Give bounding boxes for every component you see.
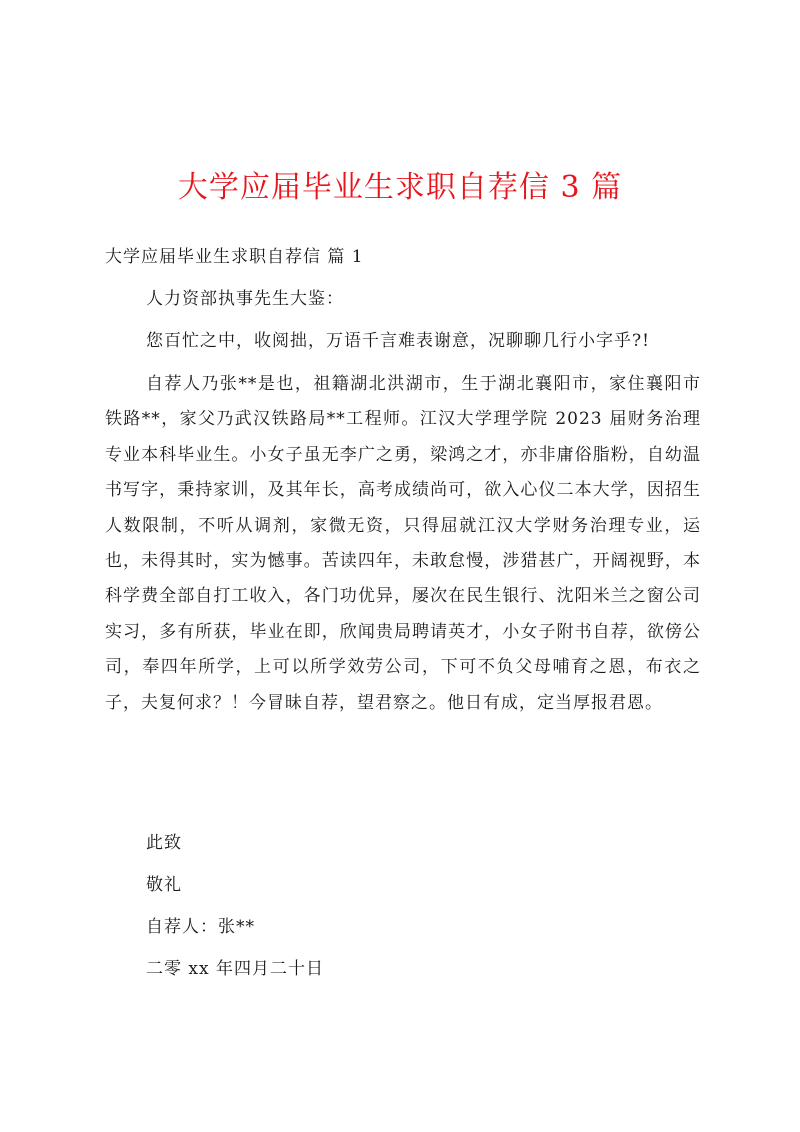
signature: 自荐人：张** xyxy=(146,917,255,937)
document-title: 大学应届毕业生求职自荐信 3 篇 xyxy=(177,170,623,205)
body-paragraph: 自荐人乃张**是也，祖籍湖北洪湖市，生于湖北襄阳市，家住襄阳市铁路**，家父乃武汉铁路局**工程师。江汉大学理学院 2023 届财务治理专业本科毕业生。小女子虽无李广之勇，梁鸿之才，亦非庸俗脂粉，自幼温书写字，秉持家训，及其年长，高考成绩尚可，欲入心仪二本大学，因招生人数限制，不听从调剂，家微无资，只得屈就江汉大学财务治理专业，运也，未得其时，实为憾事。苦读四年，未敢怠慢，涉猎甚广，开阔视野，本科学费全部自打工收入，各门功优异，屡次在民生银行、沈阳米兰之窗公司实习，多有所获，毕业在即，欣闻贵局聘请英才，小女子附书自荐，欲傍公司，奉四年所学，上可以所学效劳公司，下可不负父母哺育之恩，布衣之子，夫复何求？！今冒昧自荐，望君察之。他日有成，定当厚报君恩。 xyxy=(105,374,701,713)
opening-line: 您百忙之中，收阅拙，万语千言难表谢意，况聊聊几行小字乎?! xyxy=(146,331,650,351)
closing-salutation: 此致 xyxy=(146,833,182,853)
closing-respects: 敬礼 xyxy=(146,875,182,895)
salutation: 人力资部执事先生大鉴： xyxy=(146,289,344,309)
section-heading: 大学应届毕业生求职自荐信 篇 1 xyxy=(105,247,364,267)
letter-date: 二零 xx 年四月二十日 xyxy=(146,959,324,979)
